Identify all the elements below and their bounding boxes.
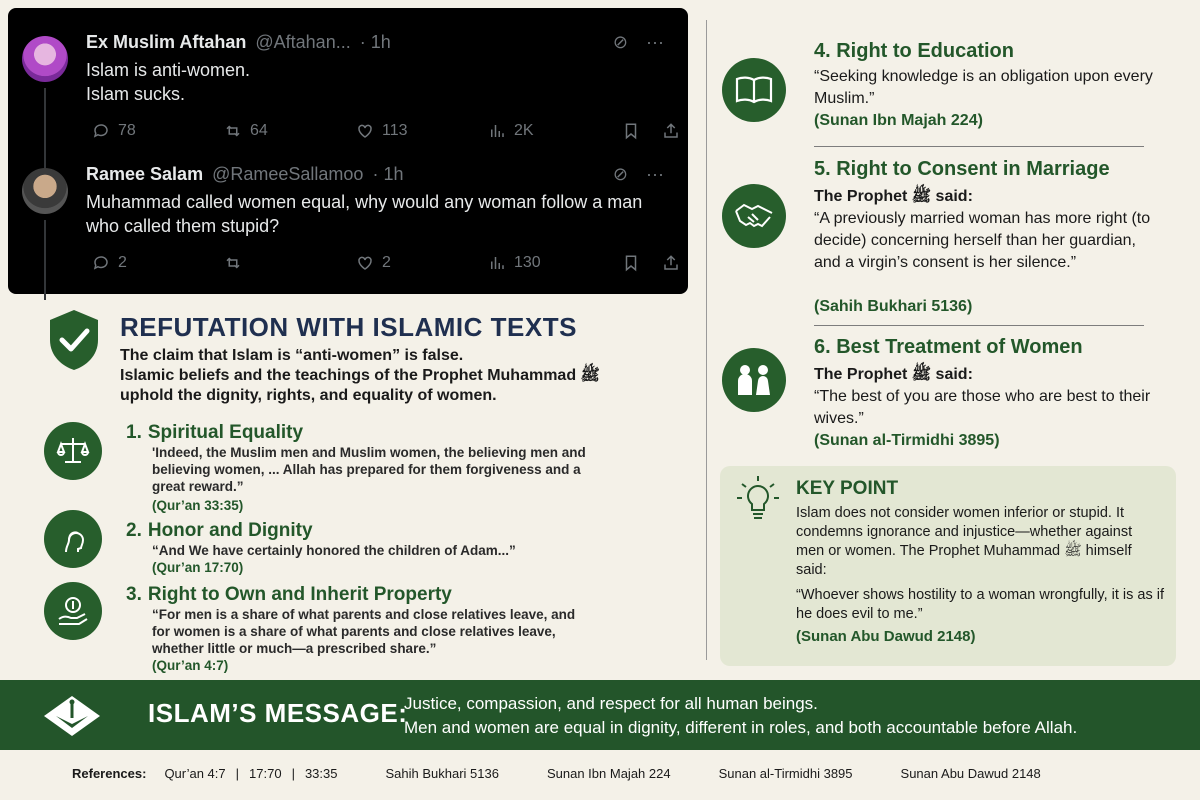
divider (814, 146, 1144, 147)
point-body: “Seeking knowledge is an obligation upon every Muslim.” (814, 68, 1153, 107)
point-body: “And We have certainly honored the children of Adam...” (152, 543, 516, 558)
refutation-intro (120, 346, 640, 406)
more-icon[interactable]: ··· (646, 32, 664, 52)
woman-profile-icon (44, 510, 102, 568)
tweet-actions (92, 122, 620, 140)
reference-item: Sunan Ibn Majah 224 (546, 766, 671, 781)
banner-line: Men and women are equal in dignity, different in roles, and both accountable before Allah. (404, 718, 1078, 737)
point-body: “A previously married woman has more right (to decide) concerning herself than her guardian, and a virgin’s consent is her silence.” (814, 210, 1151, 271)
tweet-text (86, 190, 666, 238)
refutation-title: REFUTATION WITH ISLAMIC TEXTS (120, 312, 577, 342)
point-number: 1. (126, 422, 142, 443)
share-icon[interactable] (662, 122, 680, 140)
grok-icon[interactable]: ⊘ (612, 32, 629, 52)
point-title: 4. Right to Education (814, 40, 1014, 62)
intro-line: uphold the dignity, rights, and equality of women. (120, 387, 497, 404)
tweet-header-icons (613, 32, 664, 53)
bookmark-icon[interactable] (622, 254, 640, 272)
reply-count: 78 (118, 122, 136, 139)
point-reference: (Qur’an 17:70) (152, 560, 244, 575)
point-title (126, 520, 313, 542)
heart-icon (356, 122, 374, 140)
tweet-line: Islam is anti-women. (86, 60, 251, 80)
bookmark-icon[interactable] (622, 122, 640, 140)
message-banner (0, 680, 1200, 750)
point-reference: (Sahih Bukhari 5136) (814, 298, 973, 315)
tweet-header-icons (613, 164, 664, 185)
separator: | (235, 766, 240, 781)
tweet-actions (92, 254, 620, 272)
point-lead: The Prophet ﷺ said: (814, 188, 973, 205)
point-title: 6. Best Treatment of Women (814, 336, 1083, 358)
tweet-header (86, 32, 391, 53)
reference-item: Sahih Bukhari 5136 (385, 766, 499, 781)
avatar[interactable] (22, 36, 68, 82)
scales-icon (44, 422, 102, 480)
hand-coin-icon (44, 582, 102, 640)
shield-check-icon (46, 308, 102, 372)
banner-title: ISLAM’S MESSAGE: (148, 698, 408, 728)
views-count: 2K (514, 122, 534, 139)
tweet-secondary-actions (622, 254, 680, 272)
reference-item: 33:35 (304, 766, 338, 781)
point-title-text: Honor and Dignity (147, 520, 313, 541)
more-icon[interactable]: ··· (646, 164, 664, 184)
point-title-text: Right to Own and Inherit Property (147, 584, 452, 605)
key-point-reference: (Sunan Abu Dawud 2148) (796, 628, 976, 645)
references-label: References: (72, 766, 147, 781)
views-icon (488, 122, 506, 140)
banner-line: Justice, compassion, and respect for all human beings. (404, 694, 818, 713)
reply-icon (92, 254, 110, 272)
point-body: 'Indeed, the Muslim men and Muslim women, the believing men and believing women, ... Allah has prepared for them forgiveness and a great reward.” (152, 445, 586, 494)
intro-line: Islamic beliefs and the teachings of the Prophet Muhammad ﷺ (120, 367, 600, 384)
reference-item: Sunan Abu Dawud 2148 (900, 766, 1041, 781)
point-title-text: Spiritual Equality (147, 422, 304, 443)
reply-button[interactable] (92, 254, 224, 272)
point-title (126, 422, 303, 444)
thread-line (44, 220, 46, 300)
handshake-icon (722, 184, 786, 248)
like-count: 113 (382, 122, 408, 139)
thread-line (44, 88, 46, 168)
reply-button[interactable] (92, 122, 224, 140)
key-point-body: Islam does not consider women inferior or stupid. It condemns ignorance and injustice—whether against men or women. The Prophet Muhammad ﷺ himself said: (796, 505, 1133, 578)
divider (814, 325, 1144, 326)
tweet-time: · 1h (372, 164, 404, 184)
grok-icon[interactable]: ⊘ (612, 164, 629, 184)
share-icon[interactable] (662, 254, 680, 272)
book-icon (722, 58, 786, 122)
point-reference: (Sunan Ibn Majah 224) (814, 112, 983, 129)
views-count: 130 (514, 254, 541, 271)
tweet-author-name[interactable]: Ex Muslim Aftahan (86, 32, 247, 52)
column-divider (706, 20, 707, 660)
like-button[interactable] (356, 122, 488, 140)
tweet-author-handle[interactable]: @RameeSallamoo (212, 164, 364, 184)
repost-icon (224, 254, 242, 272)
lightbulb-icon (734, 474, 782, 524)
like-count: 2 (382, 254, 391, 271)
repost-button[interactable] (224, 122, 356, 140)
point-title (126, 584, 452, 606)
tweet-text (86, 58, 666, 106)
key-point-title: KEY POINT (796, 478, 899, 499)
separator: | (291, 766, 295, 781)
point-number: 2. (126, 520, 142, 541)
views-button[interactable] (488, 122, 620, 140)
repost-icon (224, 122, 242, 140)
tweet-header (86, 164, 403, 185)
quran-stand-icon (42, 694, 102, 738)
views-button[interactable] (488, 254, 620, 272)
tweet-thread (8, 8, 688, 294)
tweet-secondary-actions (622, 122, 680, 140)
tweet-line: Muhammad called women equal, why would any woman follow a man who called them stupid? (86, 192, 643, 236)
point-number: 3. (126, 584, 142, 605)
like-button[interactable] (356, 254, 488, 272)
couple-icon (722, 348, 786, 412)
point-body: “The best of you are those who are best to their wives.” (814, 388, 1151, 427)
point-reference: (Sunan al-Tirmidhi 3895) (814, 432, 1000, 449)
heart-icon (356, 254, 374, 272)
avatar[interactable] (22, 168, 68, 214)
reference-item: Qur’an 4:7 (164, 766, 226, 781)
reference-item: Sunan al-Tirmidhi 3895 (718, 766, 853, 781)
point-body: “For men is a share of what parents and close relatives leave, and for women is a share of what parents and close relatives leave, whether little or much—a prescribed share.” (152, 607, 576, 656)
tweet-line: Islam sucks. (86, 84, 186, 104)
tweet-author-handle[interactable]: @Aftahan... (255, 32, 351, 52)
intro-line: The claim that Islam is “anti-women” is false. (120, 347, 464, 364)
reply-count: 2 (118, 254, 127, 271)
reference-item: 17:70 (249, 766, 282, 781)
point-title: 5. Right to Consent in Marriage (814, 158, 1110, 180)
reply-icon (92, 122, 110, 140)
key-point-quote: “Whoever shows hostility to a woman wrongfully, it is as if he does evil to me.” (796, 587, 1165, 622)
banner-text (404, 692, 1077, 740)
references-bar (72, 766, 1041, 781)
point-reference: (Qur’an 4:7) (152, 658, 229, 673)
point-reference: (Qur’an 33:35) (152, 498, 244, 513)
repost-button[interactable] (224, 254, 356, 272)
views-icon (488, 254, 506, 272)
point-lead: The Prophet ﷺ said: (814, 366, 973, 383)
tweet-time: · 1h (359, 32, 391, 52)
tweet-author-name[interactable]: Ramee Salam (86, 164, 204, 184)
key-point-box (720, 466, 1176, 666)
repost-count: 64 (250, 122, 268, 139)
